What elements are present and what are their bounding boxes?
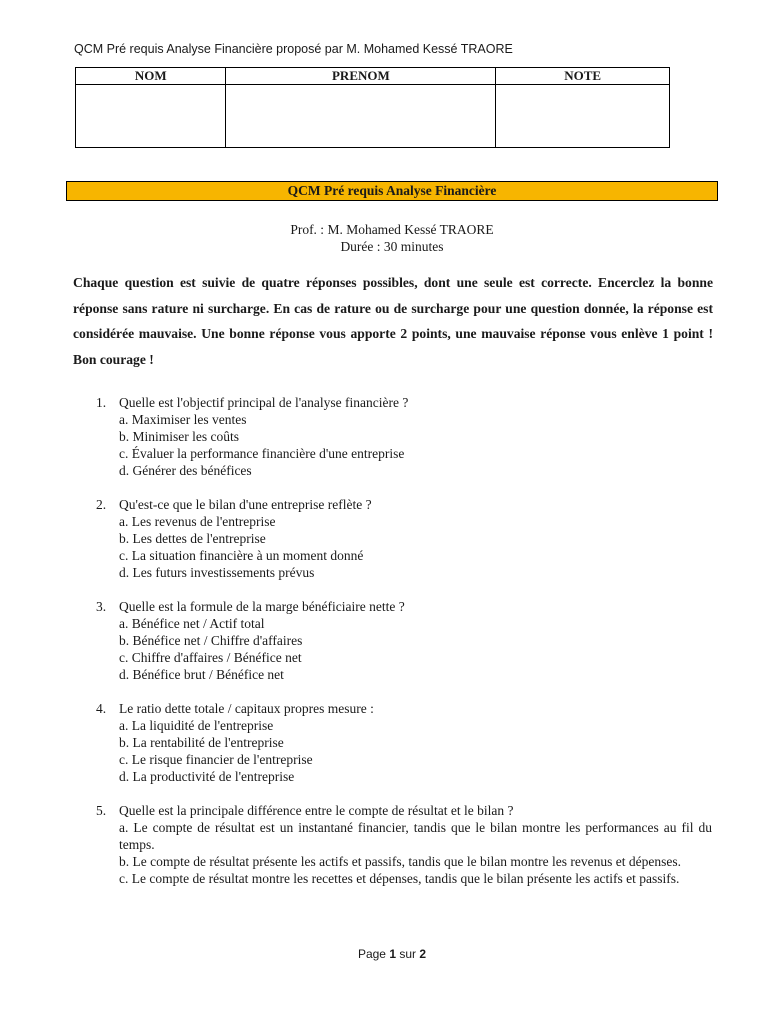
student-id-table [75, 67, 670, 148]
question-4 [96, 700, 712, 785]
note-cell [496, 85, 670, 148]
answer-option[interactable]: a. Bénéfice net / Actif total [119, 616, 265, 631]
question-text: Qu'est-ce que le bilan d'une entreprise reflète ? [119, 497, 372, 512]
answer-option[interactable]: b. Minimiser les coûts [119, 429, 239, 444]
answer-option[interactable]: b. Le compte de résultat présente les actifs et passifs, tandis que le bilan montre les revenus et dépenses. [119, 854, 681, 869]
answer-option[interactable]: c. La situation financière à un moment donné [119, 548, 364, 563]
current-page: 1 [389, 947, 396, 961]
question-2 [96, 496, 712, 581]
question-number: 4. [96, 701, 107, 716]
exam-duration: Durée : 30 minutes [340, 239, 444, 254]
answer-option[interactable]: c. Le risque financier de l'entreprise [119, 752, 313, 767]
nom-cell [76, 85, 226, 148]
question-number: 2. [96, 497, 107, 512]
question-text: Quelle est l'objectif principal de l'analyse financière ? [119, 395, 409, 410]
answer-option[interactable]: d. Générer des bénéfices [119, 463, 252, 478]
answer-option[interactable]: c. Le compte de résultat montre les recettes et dépenses, tandis que le bilan présente les actifs et passifs. [119, 871, 680, 886]
answer-option[interactable]: b. La rentabilité de l'entreprise [119, 735, 284, 750]
question-text: Quelle est la formule de la marge bénéficiaire nette ? [119, 599, 405, 614]
total-pages: 2 [419, 947, 427, 961]
answer-option[interactable]: d. La productivité de l'entreprise [119, 769, 295, 784]
page-footer [0, 947, 768, 961]
column-note: NOTE [496, 68, 670, 85]
question-text: Le ratio dette totale / capitaux propres mesure : [119, 701, 374, 716]
answer-option[interactable]: d. Les futurs investissements prévus [119, 565, 315, 580]
question-1 [96, 394, 712, 479]
professor-name: Prof. : M. Mohamed Kessé TRAORE [290, 222, 494, 237]
answer-option[interactable]: a. Maximiser les ventes [119, 412, 247, 427]
answer-option[interactable]: d. Bénéfice brut / Bénéfice net [119, 667, 284, 682]
answer-option[interactable]: b. Les dettes de l'entreprise [119, 531, 266, 546]
answer-option[interactable]: a. Le compte de résultat est un instantané financier, tandis que le bilan montre les performances au fil du temps. [119, 820, 712, 852]
column-prenom: PRENOM [226, 68, 496, 85]
question-3 [96, 598, 712, 683]
question-list [96, 394, 712, 904]
document-header: QCM Pré requis Analyse Financière proposé par M. Mohamed Kessé TRAORE [74, 42, 513, 56]
question-number: 1. [96, 395, 107, 410]
answer-option[interactable]: a. La liquidité de l'entreprise [119, 718, 274, 733]
question-5 [96, 802, 712, 887]
question-text: Quelle est la principale différence entre le compte de résultat et le bilan ? [119, 803, 514, 818]
answer-option[interactable]: a. Les revenus de l'entreprise [119, 514, 276, 529]
answer-option[interactable]: c. Chiffre d'affaires / Bénéfice net [119, 650, 302, 665]
page-label: Page [357, 947, 386, 961]
column-nom: NOM [76, 68, 226, 85]
title-banner: QCM Pré requis Analyse Financière [66, 181, 718, 201]
instructions: Chaque question est suivie de quatre réponses possibles, dont une seule est correcte. Encerclez la bonne réponse sans rature ni surcharge. En cas de rature ou de surcharge pour une question donnée, la réponse est considérée mauvaise. Une bonne réponse vous apporte 2 points, une mauvaise réponse vous enlève 1 point ! Bon courage ! [73, 275, 713, 367]
answer-option[interactable]: c. Évaluer la performance financière d'une entreprise [119, 446, 405, 461]
answer-option[interactable]: b. Bénéfice net / Chiffre d'affaires [119, 633, 303, 648]
question-number: 5. [96, 803, 107, 818]
question-number: 3. [96, 599, 107, 614]
prenom-cell [226, 85, 496, 148]
page-separator: sur [399, 947, 417, 961]
